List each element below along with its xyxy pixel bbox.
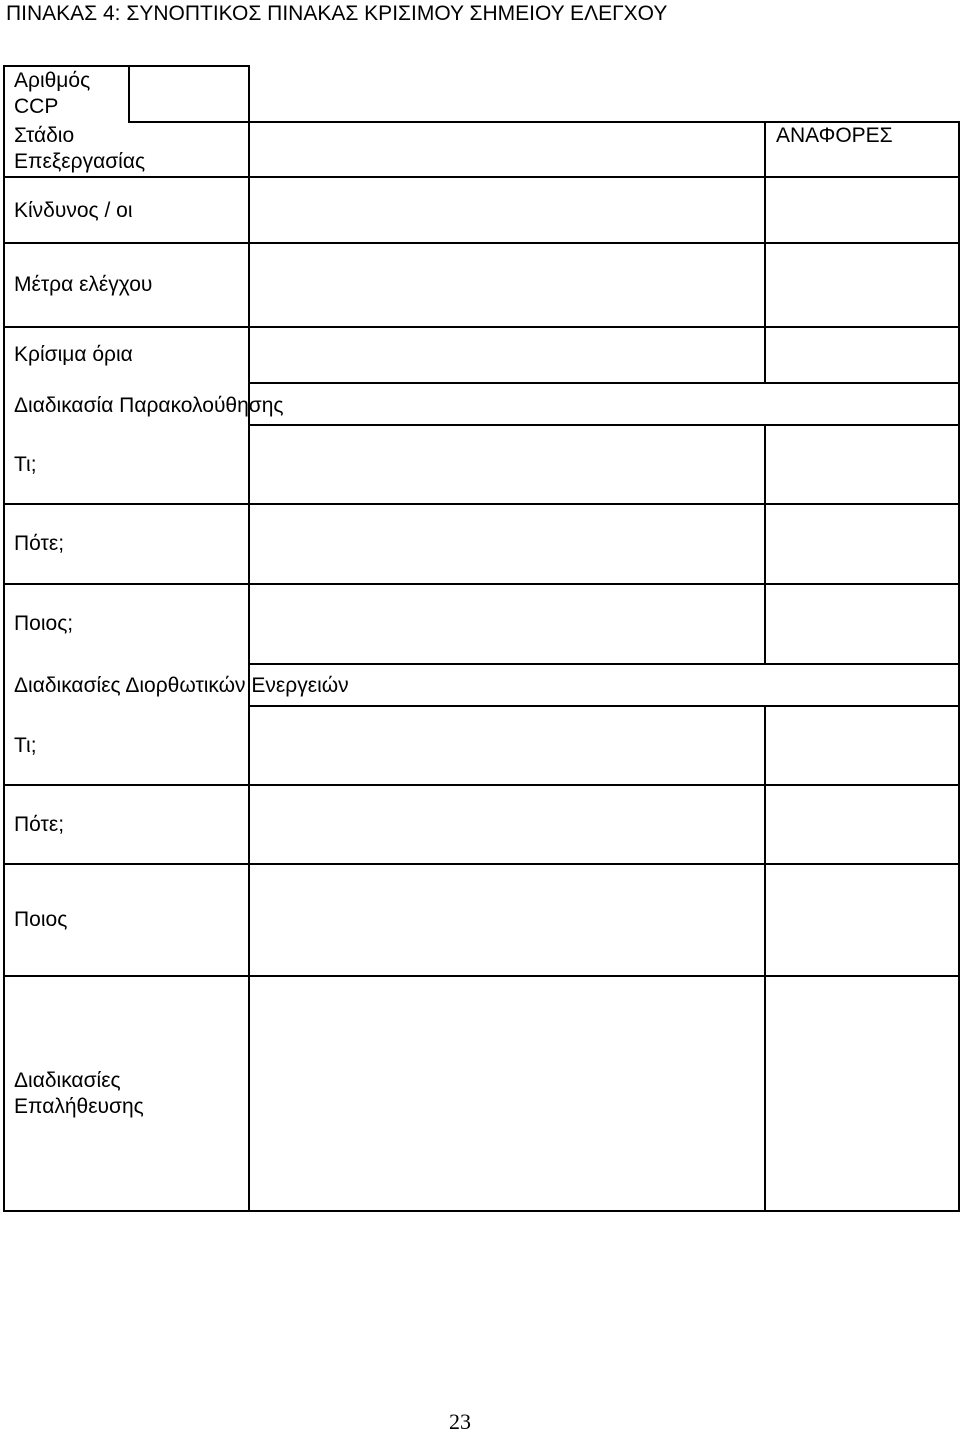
table-line: [4, 583, 960, 585]
table-line: [128, 65, 130, 123]
table-line: [4, 503, 960, 505]
table-line: [4, 326, 960, 328]
table-line: [4, 975, 960, 977]
table-line: [764, 424, 766, 665]
table-line: [4, 1210, 960, 1212]
page-number: 23: [449, 1409, 471, 1434]
monitoring-heading: Διαδικασία Παρακολούθησης: [14, 394, 284, 417]
monitoring-who-label: Ποιος;: [14, 612, 74, 635]
table-line: [4, 784, 960, 786]
page-title: ΠΙΝΑΚΑΣ 4: ΣΥΝΟΠΤΙΚΟΣ ΠΙΝΑΚΑΣ ΚΡΙΣΙΜΟΥ ΣΗΜΕΙΟΥ ΕΛΕΓΧΟΥ: [6, 2, 668, 25]
table-line: [248, 65, 250, 1212]
table-line: [4, 242, 960, 244]
critical-limits-label: Κρίσιμα όρια: [14, 343, 133, 366]
corrective-who-label: Ποιος: [14, 908, 68, 931]
monitoring-when-label: Πότε;: [14, 532, 65, 555]
table-line: [4, 176, 960, 178]
references-label: ΑΝΑΦΟΡΕΣ: [776, 124, 893, 147]
process-stage-label: Στάδιο Επεξεργασίας: [14, 124, 146, 173]
table-line: [764, 121, 766, 384]
corrective-heading: Διαδικασίες Διορθωτικών Ενεργειών: [14, 674, 349, 697]
table-line: [249, 382, 960, 384]
hazards-label: Κίνδυνος / οι: [14, 199, 133, 222]
corrective-when-label: Πότε;: [14, 813, 65, 836]
ccp-number-label: Αριθμός CCP: [14, 69, 91, 118]
verification-label-line1: Διαδικασίες: [14, 1069, 121, 1092]
verification-label-line2: Επαλήθευσης: [14, 1095, 144, 1118]
corrective-what-label: Τι;: [14, 734, 37, 757]
table-line: [249, 663, 960, 665]
monitoring-what-label: Τι;: [14, 453, 37, 476]
control-measures-label: Μέτρα ελέγχου: [14, 273, 153, 296]
table-line: [3, 65, 5, 1212]
table-line: [4, 65, 249, 67]
table-line: [764, 705, 766, 1212]
table-line: [4, 863, 960, 865]
table-line: [249, 705, 960, 707]
table-line: [249, 424, 960, 426]
